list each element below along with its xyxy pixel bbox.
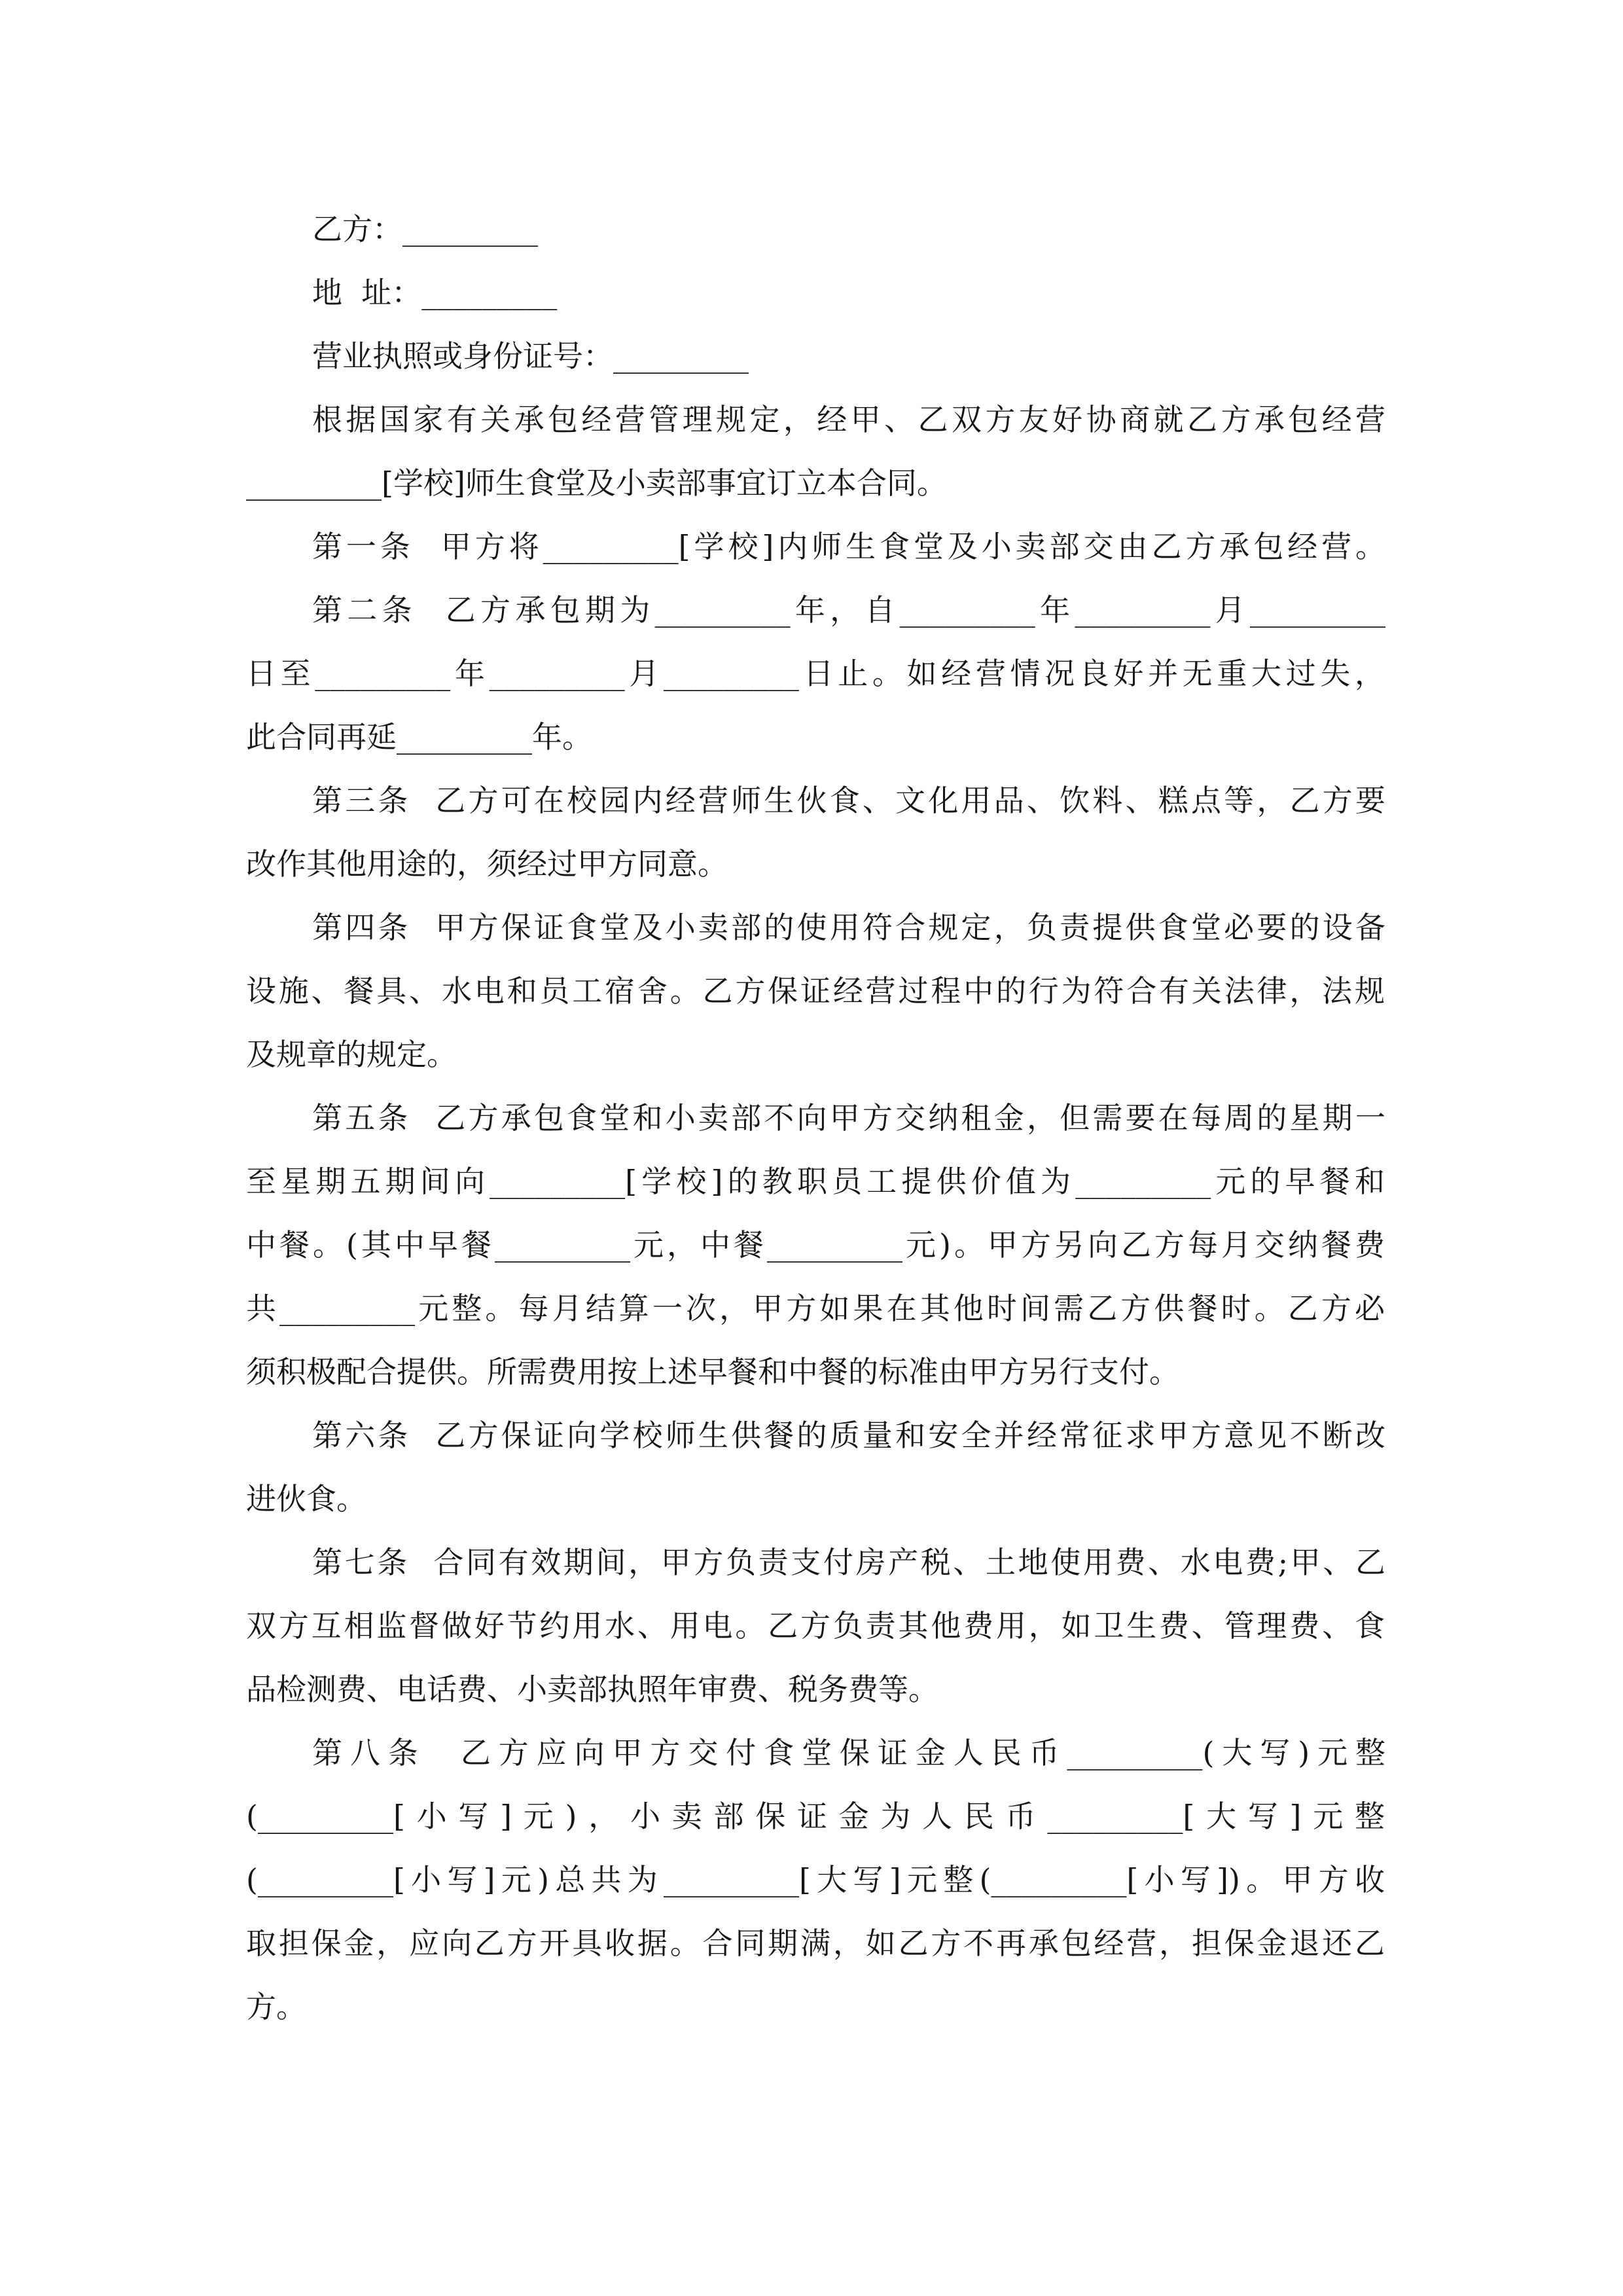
article-5-line-2: 至星期五期间向_________[学校]的教职员工提供价值为_________元的早餐和 [246,1164,1385,1199]
preamble-line-2: _________[学校]师生食堂及小卖部事宜订立本合同。 [246,465,947,501]
article-5-line-3: 中餐。(其中早餐_________元，中餐_________元)。甲方另向乙方每月交纳餐费 [246,1227,1385,1263]
article-5-line-5: 须积极配合提供。所需费用按上述早餐和中餐的标准由甲方另行支付。 [246,1354,1179,1390]
party-b-line: 乙方：_________ [312,211,538,247]
article-5-line-1: 第五条 乙方承包食堂和小卖部不向甲方交纳租金，但需要在每周的星期一 [312,1100,1385,1136]
article-7-line-2: 双方互相监督做好节约用水、用电。乙方负责其他费用，如卫生费、管理费、食 [246,1608,1385,1643]
article-4-line-1: 第四条 甲方保证食堂及小卖部的使用符合规定，负责提供食堂必要的设备 [312,910,1385,945]
article-2-line-3: 此合同再延_________年。 [246,719,592,755]
article-3-line-1: 第三条 乙方可在校园内经营师生伙食、文化用品、饮料、糕点等，乙方要 [312,783,1385,818]
article-2-line-2: 日至_________年_________月_________日止。如经营情况良好并无重大过失， [246,656,1385,691]
address-line: 地 址：_________ [312,275,558,310]
article-1-line-1: 第一条 甲方将_________[学校]内师生食堂及小卖部交由乙方承包经营。 [312,529,1385,564]
article-8-line-4: 取担保金，应向乙方开具收据。合同期满，如乙方不再承包经营，担保金退还乙 [246,1926,1385,1961]
preamble-line-1: 根据国家有关承包经营管理规定，经甲、乙双方友好协商就乙方承包经营 [312,402,1385,437]
article-4-line-3: 及规章的规定。 [246,1037,457,1072]
article-5-line-4: 共_________元整。每月结算一次，甲方如果在其他时间需乙方供餐时。乙方必 [246,1291,1385,1326]
article-2-line-1: 第二条 乙方承包期为_________年，自_________年_________月_________ [312,592,1385,628]
article-4-line-2: 设施、餐具、水电和员工宿舍。乙方保证经营过程中的行为符合有关法律，法规 [246,973,1385,1009]
article-7-line-3: 品检测费、电话费、小卖部执照年审费、税务费等。 [246,1672,938,1707]
article-8-line-1: 第八条 乙方应向甲方交付食堂保证金人民币_________(大写)元整 [312,1735,1385,1770]
article-8-line-5: 方。 [246,1989,306,2024]
article-8-line-2: (_________[小写]元)，小卖部保证金为人民币_________[大写]元整 [246,1799,1385,1834]
article-7-line-1: 第七条 合同有效期间，甲方负责支付房产税、土地使用费、水电费;甲、乙 [312,1545,1385,1580]
license-id-line: 营业执照或身份证号：_________ [312,338,749,374]
article-6-line-1: 第六条 乙方保证向学校师生供餐的质量和安全并经常征求甲方意见不断改 [312,1418,1385,1453]
article-6-line-2: 进伙食。 [246,1481,366,1516]
article-8-line-3: (_________[小写]元)总共为_________[大写]元整(_________[小写])。甲方收 [246,1862,1385,1897]
article-3-line-2: 改作其他用途的，须经过甲方同意。 [246,846,728,882]
